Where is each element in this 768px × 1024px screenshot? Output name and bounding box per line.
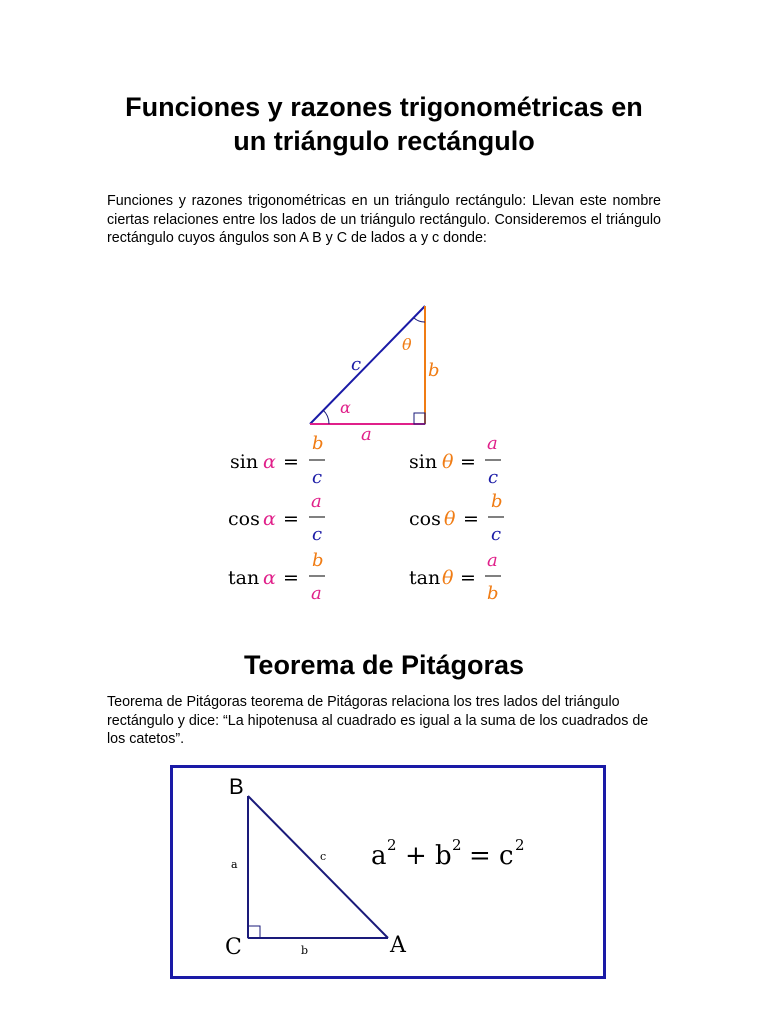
side-label-a: a (231, 858, 238, 871)
equals-cos-theta: = (463, 508, 479, 530)
trig-ratios-svg (220, 300, 520, 610)
num-cos-theta: b (491, 491, 503, 512)
fn-tan-alpha: tan (228, 567, 260, 589)
num-tan-alpha: b (312, 550, 324, 571)
den-sin-theta: c (488, 467, 499, 488)
var-tan-alpha: α (263, 567, 276, 589)
pitagoras-figure (170, 765, 606, 979)
equals-sin-alpha: = (283, 451, 299, 473)
section-title-pitagoras: Teorema de Pitágoras (243, 650, 525, 680)
equals-tan-theta: = (460, 567, 476, 589)
right-angle-marker-c (248, 926, 260, 938)
label-alpha: α (340, 398, 351, 417)
intro-paragraph: Funciones y razones trigonométricas en un triángulo rectángulo: Llevan este nombre ciertas relaciones entre los lados de un triángulo rectángulo. Consideremos el triángulo rectángulo cuyos ángulos son A B y C de lados a y c donde: (107, 193, 661, 246)
fn-tan-theta: tan (409, 567, 441, 589)
page-title-line-2: un triángulo rectángulo (233, 126, 535, 156)
num-cos-alpha: a (311, 491, 322, 512)
side-c-line (248, 796, 388, 938)
den-sin-alpha: c (312, 467, 323, 488)
eq-a: a (371, 841, 387, 871)
eq-c-exp: 2 (515, 836, 525, 854)
label-c: c (351, 354, 362, 375)
side-label-b: b (301, 944, 309, 957)
num-sin-alpha: b (312, 433, 324, 454)
formula-tan-alpha (228, 550, 325, 604)
den-tan-theta: b (487, 583, 499, 604)
var-sin-theta: θ (442, 451, 454, 473)
fn-cos-alpha: cos (228, 508, 260, 530)
equals-cos-alpha: = (283, 508, 299, 530)
equals-tan-alpha: = (283, 567, 299, 589)
pythagorean-equation (371, 836, 525, 871)
var-sin-alpha: α (263, 451, 276, 473)
num-sin-theta: a (487, 433, 498, 454)
vertex-C: C (225, 935, 242, 960)
eq-b-exp: 2 (452, 836, 462, 854)
page-title-line-1: Funciones y razones trigonométricas en (125, 92, 643, 122)
formula-cos-alpha (228, 491, 325, 545)
right-angle-marker (414, 413, 425, 424)
label-theta: θ (402, 335, 412, 354)
var-cos-theta: θ (444, 508, 456, 530)
formula-sin-alpha (230, 433, 325, 488)
eq-equals: = (469, 841, 491, 871)
fn-sin-alpha: sin (230, 451, 259, 473)
trig-ratios-figure (220, 300, 520, 615)
var-cos-alpha: α (263, 508, 276, 530)
label-b: b (428, 360, 440, 381)
side-label-c: c (320, 850, 327, 863)
den-cos-alpha: c (312, 524, 323, 545)
fn-cos-theta: cos (409, 508, 441, 530)
num-tan-theta: a (487, 550, 498, 571)
eq-a-exp: 2 (387, 836, 397, 854)
eq-plus: + (405, 841, 427, 871)
eq-b: b (435, 841, 452, 871)
den-tan-alpha: a (311, 583, 322, 604)
formula-sin-theta (409, 433, 501, 488)
eq-c: c (499, 841, 514, 871)
alpha-arc (323, 410, 329, 424)
theta-arc (414, 318, 425, 322)
equals-sin-theta: = (460, 451, 476, 473)
formula-tan-theta (409, 550, 501, 604)
page-title (60, 90, 708, 158)
formula-cos-theta (409, 491, 504, 545)
label-a: a (361, 424, 372, 445)
pitagoras-paragraph: Teorema de Pitágoras teorema de Pitágoras relaciona los tres lados del triángulo rectángulo y dice: “La hipotenusa al cuadrado es igual a la suma de los cuadrados de los catetos”. (107, 694, 649, 747)
den-cos-theta: c (491, 524, 502, 545)
var-tan-theta: θ (442, 567, 454, 589)
fn-sin-theta: sin (409, 451, 438, 473)
vertex-A: A (390, 933, 406, 958)
pitagoras-svg (173, 768, 603, 976)
vertex-B: B (229, 774, 244, 799)
hypotenuse-line (310, 306, 425, 424)
